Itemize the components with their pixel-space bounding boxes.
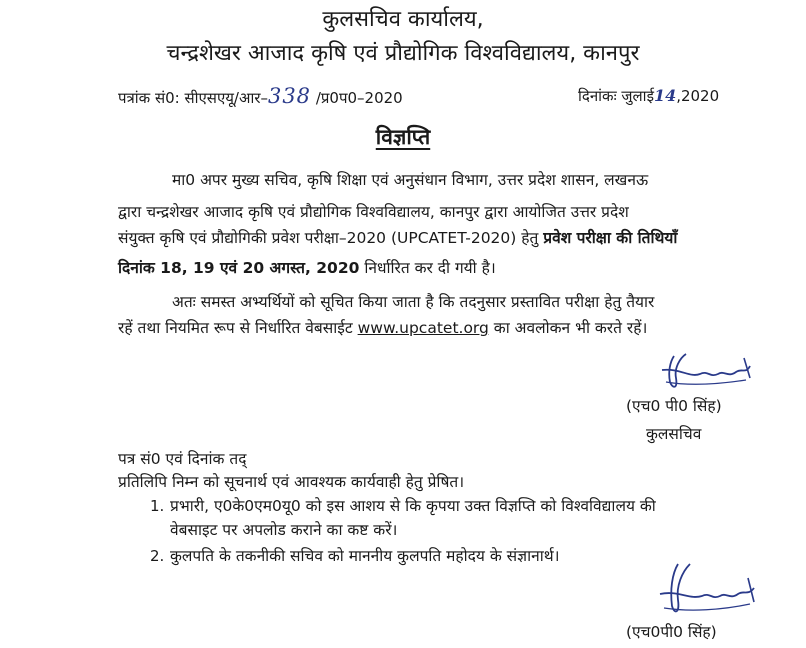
reference-prefix: पत्रांक सं0: सीएसएयू/आर– [118,89,268,107]
reference-handwritten-number: 338 [267,84,312,108]
copy-intro: प्रतिलिपि निम्न को सूचनार्थ एवं आवश्यक कार्यवाही हेतु प्रेषित। [118,473,465,491]
office-heading: कुलसचिव कार्यालय, [322,7,484,32]
list-item: प्रभारी, ए0के0एम0यू0 को इस आशय से कि कृपया उक्त विज्ञप्ति को विश्वविद्यालय की [170,497,656,515]
date-label: दिनांकः जुलाई [578,87,654,105]
exam-dates-heading: प्रवेश परीक्षा की तिथियाँ [543,229,678,247]
university-heading: चन्द्रशेखर आजाद कृषि एवं प्रौद्योगिक विश्वविद्यालय, कानपुर [166,41,640,66]
date-handwritten-day: 14 [653,86,677,105]
notice-date [578,86,719,106]
body-line: दिनांक 18, 19 एवं 20 अगस्त, 2020 निर्धारित कर दी गयी है। [118,259,496,277]
body-line: द्वारा चन्द्रशेखर आजाद कृषि एवं प्रौद्योगिक विश्वविद्यालय, कानपुर द्वारा आयोजित उत्तर प्रदेश [118,203,629,221]
signatory-designation: कुलसचिव [646,425,702,443]
signature-image [650,348,762,394]
signature-image [650,560,762,620]
list-item-number: 2. [150,547,165,565]
body-line: अतः समस्त अभ्यर्थियों को सूचित किया जाता है कि तदनुसार प्रस्तावित परीक्षा हेतु तैयार [172,293,655,311]
copy-signatory-name: (एच0पी0 सिंह) [626,623,717,641]
list-item-continuation: वेबसाइट पर अपलोड कराने का कष्ट करें। [170,521,398,539]
list-item-number: 1. [150,497,165,515]
date-year: ,2020 [676,87,720,105]
body-line: संयुक्त कृषि एवं प्रौद्योगिकी प्रवेश परीक्षा–2020 (UPCATET-2020) हेतु प्रवेश परीक्षा की तिथियाँ [118,229,678,247]
website-link[interactable]: www.upcatet.org [357,319,489,337]
copy-reference: पत्र सं0 एवं दिनांक तद् [118,450,247,468]
reference-suffix: /प्र0प0–2020 [315,89,403,107]
signatory-name: (एच0 पी0 सिंह) [626,397,722,415]
body-line: रहें तथा नियमित रूप से निर्धारित वेबसाईट www.upcatet.org का अवलोकन भी करते रहें। [118,319,648,337]
exam-dates: दिनांक 18, 19 एवं 20 अगस्त, 2020 [118,259,360,277]
notice-title: विज्ञप्ति [375,125,431,149]
list-item: कुलपति के तकनीकी सचिव को माननीय कुलपति महोदय के संज्ञानार्थ। [170,547,560,565]
reference-number [118,86,403,108]
body-line: मा0 अपर मुख्य सचिव, कृषि शिक्षा एवं अनुसंधान विभाग, उत्तर प्रदेश शासन, लखनऊ [172,171,649,189]
